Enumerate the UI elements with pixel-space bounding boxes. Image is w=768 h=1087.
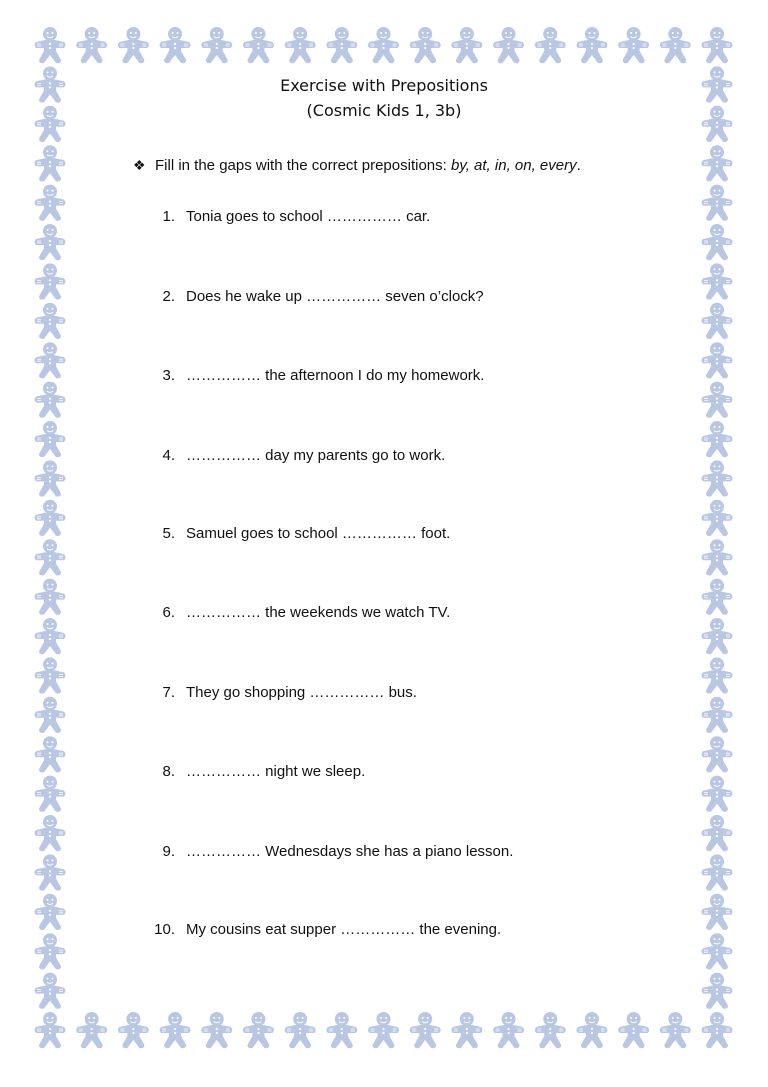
instruction-end: . (576, 157, 581, 174)
gingerbread-icon (35, 815, 66, 851)
item-sentence: They go shopping …………… bus. (186, 684, 417, 701)
gingerbread-icon (702, 27, 733, 63)
gingerbread-icon (702, 539, 733, 575)
gingerbread-icon (702, 1012, 733, 1048)
gingerbread-icon (535, 27, 566, 63)
item-number: 4. (162, 447, 175, 464)
gingerbread-icon (535, 1012, 566, 1048)
item-number: 6. (162, 604, 175, 621)
gingerbread-icon (35, 539, 66, 575)
gingerbread-icon (35, 500, 66, 536)
item-sentence: Does he wake up …………… seven o’clock? (186, 288, 484, 305)
gingerbread-icon (702, 382, 733, 418)
gingerbread-icon (35, 382, 66, 418)
item-number: 1. (162, 208, 175, 225)
gingerbread-icon (576, 27, 607, 63)
gingerbread-icon (618, 1012, 649, 1048)
gingerbread-icon (702, 933, 733, 969)
gingerbread-icon (702, 618, 733, 654)
gingerbread-icon (118, 1012, 149, 1048)
page-title: Exercise with Prepositions (280, 76, 488, 95)
gingerbread-icon (76, 1012, 107, 1048)
gingerbread-icon (493, 27, 524, 63)
gingerbread-icon (702, 185, 733, 221)
gingerbread-icon (702, 460, 733, 496)
item-sentence: Samuel goes to school …………… foot. (186, 525, 451, 542)
gingerbread-icon (35, 460, 66, 496)
gingerbread-icon (201, 27, 232, 63)
gingerbread-icon (35, 618, 66, 654)
gingerbread-icon (35, 303, 66, 339)
gingerbread-icon (35, 736, 66, 772)
gingerbread-icon (35, 185, 66, 221)
gingerbread-icon (702, 776, 733, 812)
gingerbread-icon (451, 1012, 482, 1048)
gingerbread-icon (368, 1012, 399, 1048)
gingerbread-icon (35, 342, 66, 378)
gingerbread-icon (35, 145, 66, 181)
gingerbread-icon (285, 27, 316, 63)
item-sentence: …………… night we sleep. (186, 763, 366, 780)
diamond-bullet-icon: ❖ (133, 157, 146, 173)
page-subtitle: (Cosmic Kids 1, 3b) (306, 101, 462, 120)
gingerbread-icon (702, 854, 733, 890)
gingerbread-icon (702, 145, 733, 181)
gingerbread-icon (35, 933, 66, 969)
gingerbread-icon (326, 27, 357, 63)
gingerbread-icon (35, 657, 66, 693)
gingerbread-icon (451, 27, 482, 63)
gingerbread-icon (35, 263, 66, 299)
gingerbread-icon (35, 1012, 66, 1048)
gingerbread-icon (35, 776, 66, 812)
gingerbread-icon (702, 697, 733, 733)
gingerbread-icon (201, 1012, 232, 1048)
gingerbread-icon (35, 224, 66, 260)
instruction (133, 157, 581, 174)
item-sentence: …………… Wednesdays she has a piano lesson. (186, 843, 514, 860)
gingerbread-icon (702, 973, 733, 1009)
gingerbread-icon (35, 697, 66, 733)
gingerbread-icon (702, 657, 733, 693)
gingerbread-icon (160, 1012, 191, 1048)
gingerbread-icon (35, 27, 66, 63)
item-number: 8. (162, 763, 175, 780)
gingerbread-icon (702, 342, 733, 378)
instruction-text: Fill in the gaps with the correct prepositions: (155, 157, 451, 174)
item-number: 7. (162, 684, 175, 701)
gingerbread-icon (660, 1012, 691, 1048)
gingerbread-icon (285, 1012, 316, 1048)
item-number: 5. (162, 525, 175, 542)
gingerbread-icon (243, 1012, 274, 1048)
gingerbread-icon (160, 27, 191, 63)
gingerbread-icon (35, 421, 66, 457)
gingerbread-icon (702, 500, 733, 536)
gingerbread-icon (702, 224, 733, 260)
gingerbread-icon (493, 1012, 524, 1048)
gingerbread-icon (702, 815, 733, 851)
gingerbread-icon (576, 1012, 607, 1048)
item-number: 9. (162, 843, 175, 860)
item-sentence: …………… day my parents go to work. (186, 447, 446, 464)
gingerbread-icon (702, 303, 733, 339)
item-number: 10. (154, 921, 175, 938)
gingerbread-icon (702, 579, 733, 615)
item-sentence: …………… the afternoon I do my homework. (186, 367, 485, 384)
gingerbread-icon (410, 27, 441, 63)
gingerbread-icon (243, 27, 274, 63)
gingerbread-icon (35, 579, 66, 615)
gingerbread-icon (702, 894, 733, 930)
item-number: 3. (162, 367, 175, 384)
gingerbread-icon (410, 1012, 441, 1048)
item-sentence: Tonia goes to school …………… car. (186, 208, 431, 225)
gingerbread-icon (35, 894, 66, 930)
gingerbread-icon (35, 973, 66, 1009)
item-sentence: My cousins eat supper …………… the evening. (186, 921, 502, 938)
item-number: 2. (162, 288, 175, 305)
gingerbread-icon (76, 27, 107, 63)
gingerbread-icon (368, 27, 399, 63)
item-sentence: …………… the weekends we watch TV. (186, 604, 451, 621)
gingerbread-icon (118, 27, 149, 63)
gingerbread-icon (702, 736, 733, 772)
instruction-options: by, at, in, on, every (450, 157, 577, 174)
gingerbread-icon (35, 854, 66, 890)
gingerbread-icon (702, 421, 733, 457)
gingerbread-icon (660, 27, 691, 63)
gingerbread-icon (618, 27, 649, 63)
gingerbread-icon (702, 263, 733, 299)
gingerbread-icon (326, 1012, 357, 1048)
